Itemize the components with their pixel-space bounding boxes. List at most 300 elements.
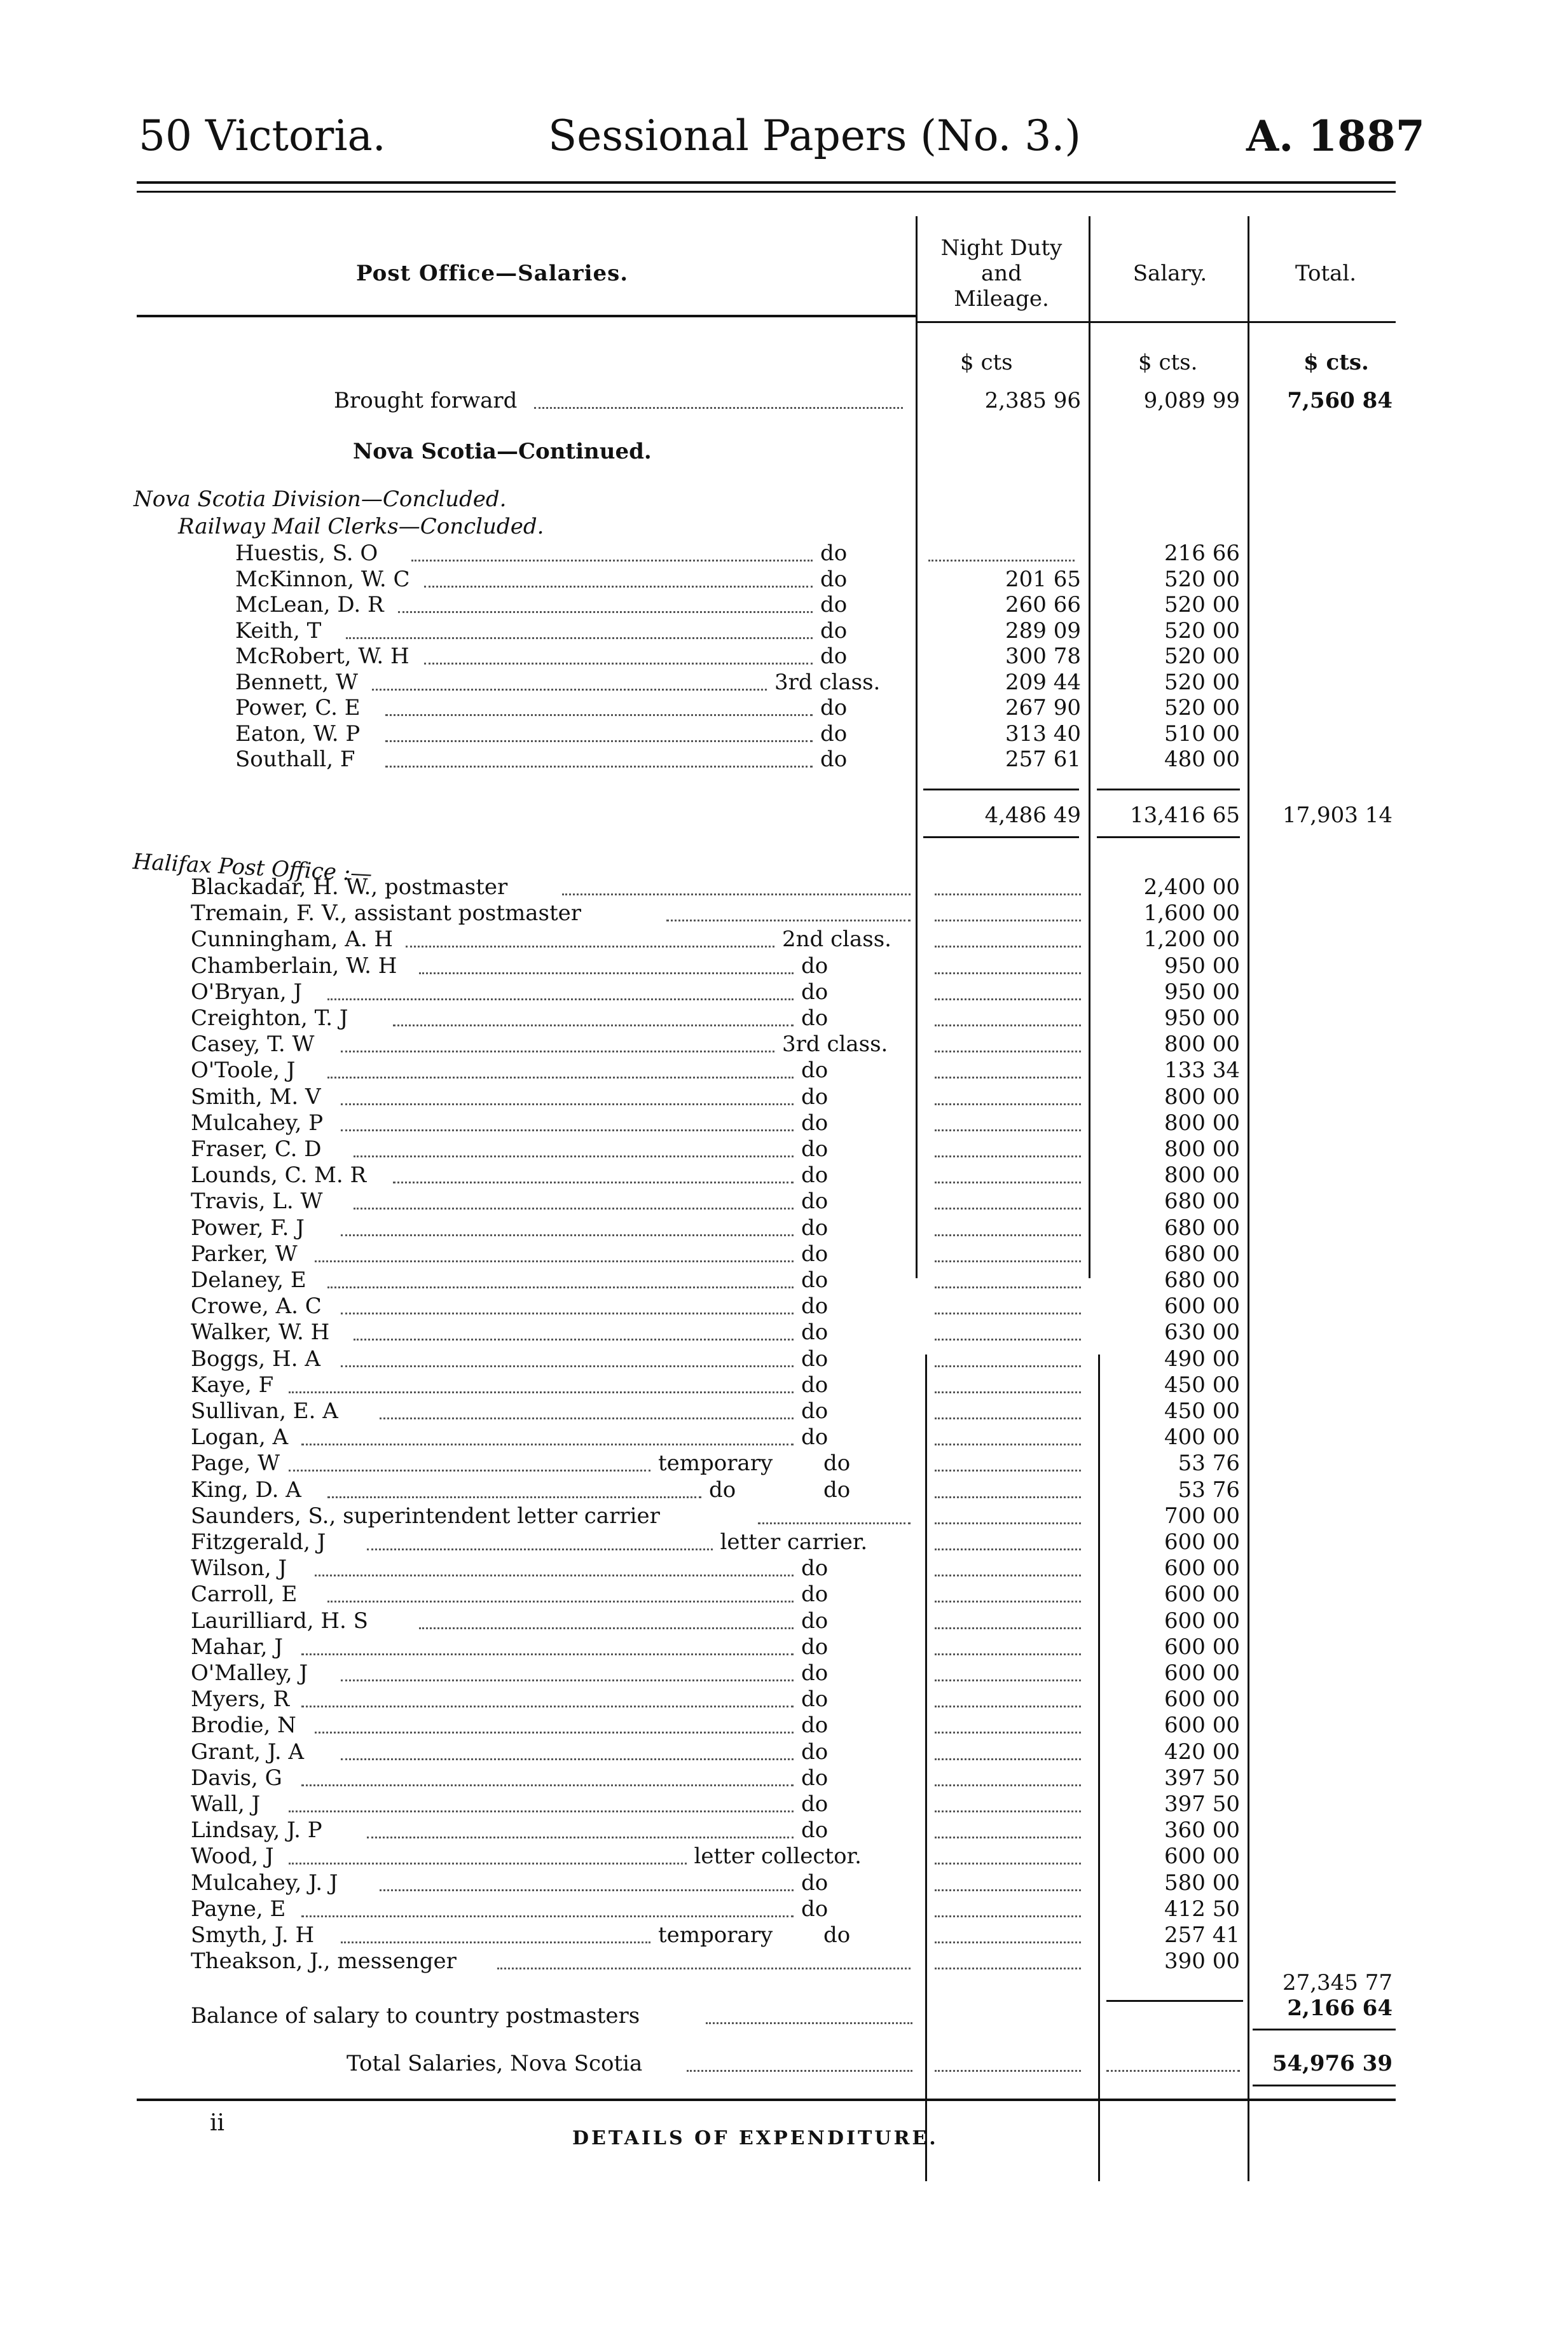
halifax-name: Logan, A — [191, 1424, 289, 1451]
halifax-name: O'Malley, J — [191, 1660, 308, 1686]
halifax-night-dots — [935, 1417, 1081, 1419]
halifax-row — [0, 1293, 1568, 1319]
halifax-name: Mahar, J — [191, 1634, 284, 1660]
halifax-class: do — [801, 1582, 829, 1608]
halifax-row — [0, 1162, 1568, 1188]
halifax-salary-value: 800 00 — [1164, 1110, 1240, 1136]
halifax-name: Wood, J — [191, 1844, 274, 1870]
halifax-leader — [380, 1417, 794, 1419]
halifax-salary-value: 600 00 — [1164, 1608, 1240, 1634]
halifax-leader — [327, 1496, 701, 1498]
title-rule — [137, 315, 916, 317]
halifax-salary-value: 950 00 — [1164, 979, 1240, 1005]
clerk-name: Power, C. E — [235, 695, 361, 720]
halifax-leader — [289, 1863, 687, 1865]
clerks-salary-rule — [1097, 789, 1240, 790]
halifax-salary-value: 600 00 — [1164, 1529, 1240, 1555]
halifax-class: letter collector. — [694, 1844, 862, 1870]
footer-page-number: ii — [210, 2110, 225, 2136]
halifax-class: 3rd class. — [782, 1031, 888, 1058]
clerk-salary-value: 520 00 — [1164, 617, 1240, 644]
halifax-salary-value: 600 00 — [1164, 1582, 1240, 1608]
halifax-leader — [327, 1077, 794, 1079]
halifax-salary-value: 630 00 — [1164, 1320, 1240, 1346]
halifax-salary-value: 133 34 — [1164, 1058, 1240, 1084]
halifax-salary-value: 580 00 — [1164, 1870, 1240, 1896]
grand-total-salary-dots — [1106, 2070, 1240, 2072]
halifax-name: Power, F. J — [191, 1215, 305, 1241]
halifax-class: do — [801, 1424, 829, 1451]
halifax-name: Casey, T. W — [191, 1031, 315, 1058]
halifax-salary-rule — [1106, 2000, 1243, 2002]
halifax-name: Boggs, H. A — [191, 1346, 320, 1372]
halifax-row — [0, 1529, 1568, 1555]
halifax-row — [0, 1346, 1568, 1372]
halifax-name: Smith, M. V — [191, 1084, 321, 1110]
halifax-leader — [289, 1810, 794, 1812]
grand-total-value: 54,976 39 — [1272, 2051, 1393, 2076]
halifax-class: do — [801, 1267, 829, 1293]
halifax-night-dots — [935, 972, 1081, 974]
total-header: Total. — [1295, 261, 1357, 286]
halifax-name: Davis, G — [191, 1765, 282, 1791]
halifax-leader — [341, 1365, 794, 1367]
halifax-salary-value: 490 00 — [1164, 1346, 1240, 1372]
clerk-night-value: 257 61 — [1005, 747, 1081, 772]
halifax-name: Theakson, J., messenger — [191, 1948, 457, 1975]
halifax-class: do — [801, 1791, 829, 1817]
halifax-row — [0, 1817, 1568, 1843]
clerk-row — [0, 695, 1568, 720]
halifax-name: Page, W — [191, 1451, 280, 1477]
halifax-salary-value: 950 00 — [1164, 1005, 1240, 1031]
halifax-class: do — [801, 1739, 829, 1765]
halifax-name: Wilson, J — [191, 1555, 287, 1582]
brought-forward-leader — [534, 407, 903, 409]
halifax-leader — [341, 1679, 794, 1681]
halifax-class: do — [801, 1346, 829, 1372]
halifax-night-dots — [935, 1810, 1081, 1812]
clerk-row — [0, 567, 1568, 592]
clerk-salary-value: 520 00 — [1164, 566, 1240, 592]
halifax-salary-value: 680 00 — [1164, 1241, 1240, 1267]
halifax-class: do — [801, 1372, 829, 1398]
clerk-row — [0, 721, 1568, 747]
halifax-row — [0, 1058, 1568, 1083]
halifax-class: do — [801, 1713, 829, 1739]
clerk-class: do — [820, 720, 848, 747]
halifax-class: do — [801, 1084, 829, 1110]
clerk-class: do — [820, 644, 848, 669]
halifax-row — [0, 1686, 1568, 1712]
halifax-name: Laurilliard, H. S — [191, 1608, 368, 1634]
halifax-class: do — [801, 1058, 829, 1084]
halifax-row — [0, 1215, 1568, 1241]
clerk-class: do — [820, 747, 848, 772]
halifax-class: do — [801, 1241, 829, 1267]
halifax-leader — [419, 1627, 794, 1629]
halifax-row — [0, 1424, 1568, 1450]
clerk-name: McLean, D. R — [235, 592, 384, 617]
clerks-total-salary: 13,416 65 — [1129, 803, 1240, 828]
clerk-row — [0, 618, 1568, 644]
halifax-leader — [341, 1941, 651, 1943]
halifax-salary-value: 53 76 — [1178, 1451, 1240, 1477]
clerks-night-rule-2 — [923, 836, 1079, 838]
halifax-night-dots — [935, 1339, 1081, 1341]
halifax-class: do — [801, 1189, 829, 1215]
halifax-night-dots — [935, 1837, 1081, 1838]
clerk-night-value: 260 66 — [1005, 592, 1081, 617]
halifax-leader — [341, 1758, 794, 1760]
halifax-night-dots — [935, 1679, 1081, 1681]
halifax-name: Carroll, E — [191, 1582, 298, 1608]
clerk-night-value: 267 90 — [1005, 695, 1081, 720]
halifax-leader — [341, 1234, 794, 1236]
clerk-salary-value: 520 00 — [1164, 669, 1240, 695]
halifax-leader — [380, 1889, 794, 1891]
clerk-night-value: 289 09 — [1005, 617, 1081, 644]
halifax-name: Fraser, C. D — [191, 1136, 322, 1162]
clerk-leader — [346, 637, 813, 639]
salary-unit: $ cts. — [1138, 350, 1198, 375]
halifax-class: do — [801, 953, 829, 979]
halifax-name: Delaney, E — [191, 1267, 306, 1293]
halifax-name: Grant, J. A — [191, 1739, 305, 1765]
clerk-class: 3rd class. — [774, 669, 881, 695]
halifax-leader — [562, 893, 911, 895]
halifax-row — [0, 1031, 1568, 1057]
halifax-row — [0, 1320, 1568, 1345]
halifax-row — [0, 1660, 1568, 1686]
halifax-class: do — [801, 1136, 829, 1162]
clerk-leader — [424, 663, 813, 665]
halifax-row — [0, 874, 1568, 900]
halifax-name: Smyth, J. H — [191, 1922, 315, 1948]
halifax-leader — [393, 1182, 794, 1183]
halifax-leader — [419, 972, 794, 974]
clerk-row — [0, 747, 1568, 772]
clerk-salary-value: 520 00 — [1164, 695, 1240, 720]
halifax-salary-value: 400 00 — [1164, 1424, 1240, 1451]
halifax-salary-value: 800 00 — [1164, 1136, 1240, 1162]
halifax-salary-value: 2,400 00 — [1143, 874, 1240, 900]
halifax-salary-value: 53 76 — [1178, 1477, 1240, 1503]
halifax-salary-value: 600 00 — [1164, 1713, 1240, 1739]
halifax-salary-value: 257 41 — [1164, 1922, 1240, 1948]
header-rule-bottom — [137, 191, 1396, 193]
halifax-night-dots — [935, 1365, 1081, 1367]
division-subtitle: Railway Mail Clerks—Concluded. — [178, 514, 544, 539]
halifax-row — [0, 1398, 1568, 1424]
halifax-row — [0, 1634, 1568, 1660]
halifax-night-dots — [935, 1024, 1081, 1026]
halifax-class: do — [801, 1817, 829, 1844]
halifax-leader — [406, 946, 774, 948]
balance-leader — [706, 2022, 912, 2024]
halifax-total: 27,345 77 — [1282, 1970, 1393, 1996]
halifax-name: Creighton, T. J — [191, 1005, 348, 1031]
halifax-leader — [354, 1208, 794, 1210]
total-rule-2 — [1253, 2085, 1396, 2086]
halifax-name: Lindsay, J. P — [191, 1817, 322, 1844]
clerk-leader — [398, 611, 813, 613]
clerk-leader — [385, 740, 813, 742]
halifax-night-dots — [935, 1496, 1081, 1498]
halifax-night-dots — [935, 1234, 1081, 1236]
halifax-name: Tremain, F. V., assistant postmaster — [191, 900, 582, 927]
halifax-salary-value: 800 00 — [1164, 1162, 1240, 1189]
clerk-name: Huestis, S. O — [235, 541, 378, 566]
halifax-leader — [758, 1522, 911, 1524]
halifax-leader — [289, 1470, 651, 1472]
header-right: A. 1887 — [1246, 111, 1425, 161]
clerk-row — [0, 592, 1568, 617]
total-unit: $ cts. — [1303, 350, 1369, 375]
clerk-leader — [424, 586, 813, 588]
halifax-leader — [354, 1155, 794, 1157]
halifax-row — [0, 927, 1568, 952]
clerk-salary-value: 520 00 — [1164, 592, 1240, 617]
halifax-row — [0, 1110, 1568, 1136]
halifax-night-dots — [935, 1653, 1081, 1655]
halifax-night-dots — [935, 1601, 1081, 1603]
halifax-class: do — [801, 1005, 829, 1031]
halifax-row — [0, 1608, 1568, 1634]
halifax-name: Travis, L. W — [191, 1189, 323, 1215]
halifax-row — [0, 1582, 1568, 1607]
halifax-salary-value: 600 00 — [1164, 1634, 1240, 1660]
table-title: Post Office—Salaries. — [356, 261, 629, 286]
halifax-leader — [315, 1732, 794, 1734]
halifax-row — [0, 1136, 1568, 1162]
night-unit: $ cts — [960, 350, 1013, 375]
halifax-night-dots — [935, 1863, 1081, 1865]
halifax-class: do — [801, 1660, 829, 1686]
halifax-night-dots — [935, 893, 1081, 895]
halifax-salary-value: 450 00 — [1164, 1372, 1240, 1398]
clerk-night-value: 313 40 — [1005, 720, 1081, 747]
halifax-row — [0, 1555, 1568, 1581]
halifax-salary-value: 390 00 — [1164, 1948, 1240, 1975]
division-title: Nova Scotia Division—Concluded. — [134, 486, 507, 512]
halifax-night-dots — [935, 1129, 1081, 1131]
halifax-leader — [341, 1051, 775, 1052]
halifax-row — [0, 1005, 1568, 1031]
halifax-leader — [666, 920, 911, 921]
grand-total-night-dots — [935, 2070, 1081, 2072]
halifax-class: do — [823, 1451, 851, 1477]
clerk-name: Bennett, W — [235, 669, 358, 695]
brought-forward-salary: 9,089 99 — [1143, 388, 1240, 413]
halifax-class: do — [801, 1162, 829, 1189]
clerk-leader — [385, 714, 813, 716]
night-duty-header-line2: and — [981, 261, 1022, 286]
halifax-leader — [341, 1129, 794, 1131]
halifax-class: do — [801, 1215, 829, 1241]
halifax-row — [0, 1084, 1568, 1110]
clerk-name: McRobert, W. H — [235, 644, 409, 669]
grand-total-label: Total Salaries, Nova Scotia — [347, 2051, 643, 2076]
brought-forward-total: 7,560 84 — [1287, 388, 1393, 413]
halifax-class: 2nd class. — [782, 927, 891, 953]
halifax-night-dots — [935, 1915, 1081, 1917]
halifax-night-dots — [935, 1155, 1081, 1157]
halifax-class: do — [801, 1320, 829, 1346]
halifax-night-dots — [935, 920, 1081, 921]
halifax-salary-value: 800 00 — [1164, 1084, 1240, 1110]
halifax-row — [0, 1267, 1568, 1293]
night-duty-header-line1: Night Duty — [940, 235, 1063, 261]
halifax-leader — [315, 1575, 794, 1576]
halifax-name: Chamberlain, W. H — [191, 953, 397, 979]
halifax-name: Kaye, F — [191, 1372, 274, 1398]
halifax-name: Sullivan, E. A — [191, 1398, 338, 1424]
halifax-row — [0, 1844, 1568, 1869]
brought-forward-night: 2,385 96 — [984, 388, 1081, 413]
halifax-row — [0, 1503, 1568, 1529]
halifax-row — [0, 1896, 1568, 1922]
halifax-class: do — [801, 1293, 829, 1320]
halifax-leader — [341, 1103, 794, 1105]
halifax-salary-value: 420 00 — [1164, 1739, 1240, 1765]
halifax-name: Myers, R — [191, 1686, 290, 1713]
halifax-salary-value: 412 50 — [1164, 1896, 1240, 1922]
halifax-leader — [327, 998, 794, 1000]
halifax-row — [0, 1189, 1568, 1214]
halifax-salary-value: 600 00 — [1164, 1844, 1240, 1870]
halifax-note: do — [709, 1477, 736, 1503]
halifax-salary-value: 600 00 — [1164, 1293, 1240, 1320]
halifax-name: O'Bryan, J — [191, 979, 303, 1005]
clerks-total-total: 17,903 14 — [1282, 803, 1393, 828]
halifax-leader — [301, 1706, 794, 1707]
halifax-night-dots — [935, 1470, 1081, 1472]
clerk-class: do — [820, 592, 848, 617]
halifax-night-dots — [935, 1522, 1081, 1524]
halifax-name: Brodie, N — [191, 1713, 296, 1739]
halifax-class: do — [801, 1870, 829, 1896]
halifax-row — [0, 1739, 1568, 1765]
halifax-night-dots — [935, 1941, 1081, 1943]
clerk-night-value: 300 78 — [1005, 644, 1081, 669]
halifax-night-dots — [935, 1732, 1081, 1734]
night-duty-header-line3: Mileage. — [954, 286, 1049, 312]
clerk-night-value: 209 44 — [1005, 669, 1081, 695]
halifax-night-dots — [935, 998, 1081, 1000]
halifax-salary-value: 700 00 — [1164, 1503, 1240, 1529]
clerk-leader — [385, 766, 813, 768]
halifax-name: Crowe, A. C — [191, 1293, 322, 1320]
halifax-leader — [497, 1968, 911, 1969]
clerk-name: Keith, T — [235, 617, 322, 644]
halifax-salary-value: 360 00 — [1164, 1817, 1240, 1844]
halifax-class: do — [823, 1922, 851, 1948]
halifax-class: do — [801, 1634, 829, 1660]
halifax-leader — [367, 1837, 794, 1838]
clerk-class: do — [820, 695, 848, 720]
header-rule-top — [137, 181, 1396, 184]
halifax-row — [0, 1713, 1568, 1738]
halifax-class: do — [801, 1686, 829, 1713]
halifax-night-dots — [935, 1208, 1081, 1210]
grand-total-leader — [687, 2070, 912, 2072]
halifax-salary-value: 397 50 — [1164, 1765, 1240, 1791]
halifax-leader — [367, 1548, 713, 1550]
clerk-name: Southall, F — [235, 747, 355, 772]
balance-label: Balance of salary to country postmasters — [191, 2003, 640, 2029]
halifax-name: O'Toole, J — [191, 1058, 296, 1084]
night-duty-header — [919, 235, 1084, 312]
clerk-night-dots — [928, 560, 1075, 562]
halifax-name: Saunders, S., superintendent letter carrier — [191, 1503, 660, 1529]
halifax-leader — [393, 1024, 794, 1026]
halifax-leader — [315, 1260, 794, 1262]
halifax-night-dots — [935, 1313, 1081, 1314]
halifax-class: do — [801, 1896, 829, 1922]
header-center: Sessional Papers (No. 3.) — [548, 111, 1082, 160]
halifax-night-dots — [935, 1103, 1081, 1105]
halifax-row — [0, 1765, 1568, 1791]
halifax-night-dots — [935, 1758, 1081, 1760]
header-left: 50 Victoria. — [139, 111, 386, 160]
halifax-salary-value: 1,200 00 — [1143, 927, 1240, 953]
halifax-class: do — [801, 1608, 829, 1634]
halifax-night-dots — [935, 1391, 1081, 1393]
halifax-night-dots — [935, 1706, 1081, 1707]
halifax-row — [0, 1477, 1568, 1503]
halifax-name: Mulcahey, P — [191, 1110, 324, 1136]
halifax-name: Mulcahey, J. J — [191, 1870, 338, 1896]
halifax-salary-value: 450 00 — [1164, 1398, 1240, 1424]
halifax-name: Payne, E — [191, 1896, 286, 1922]
halifax-name: Wall, J — [191, 1791, 261, 1817]
halifax-night-dots — [935, 1627, 1081, 1629]
halifax-salary-value: 680 00 — [1164, 1215, 1240, 1241]
halifax-row — [0, 1372, 1568, 1398]
clerk-row — [0, 670, 1568, 695]
halifax-row — [0, 953, 1568, 979]
halifax-row — [0, 979, 1568, 1005]
halifax-name: Fitzgerald, J — [191, 1529, 326, 1555]
halifax-row — [0, 1791, 1568, 1817]
halifax-row — [0, 1241, 1568, 1267]
halifax-name: Blackadar, H. W., postmaster — [191, 874, 508, 900]
clerks-salary-rule-2 — [1097, 836, 1240, 838]
halifax-class: do — [801, 1398, 829, 1424]
halifax-night-dots — [935, 1444, 1081, 1445]
clerk-class: do — [820, 617, 848, 644]
halifax-night-dots — [935, 1784, 1081, 1786]
halifax-class: do — [801, 979, 829, 1005]
clerk-salary-value: 510 00 — [1164, 720, 1240, 747]
halifax-class: do — [801, 1765, 829, 1791]
clerk-class: do — [820, 541, 848, 566]
halifax-leader — [327, 1286, 794, 1288]
halifax-leader — [354, 1339, 794, 1341]
halifax-night-dots — [935, 1889, 1081, 1891]
halifax-note: temporary — [658, 1451, 773, 1477]
clerks-night-rule — [923, 789, 1079, 790]
clerk-class: do — [820, 566, 848, 592]
halifax-leader — [301, 1444, 794, 1445]
halifax-name: Lounds, C. M. R — [191, 1162, 367, 1189]
clerk-salary-value: 216 66 — [1164, 541, 1240, 566]
halifax-leader — [301, 1784, 794, 1786]
halifax-night-dots — [935, 1968, 1081, 1969]
halifax-name: Walker, W. H — [191, 1320, 330, 1346]
halifax-title: Halifax Post Office :— — [132, 849, 373, 887]
